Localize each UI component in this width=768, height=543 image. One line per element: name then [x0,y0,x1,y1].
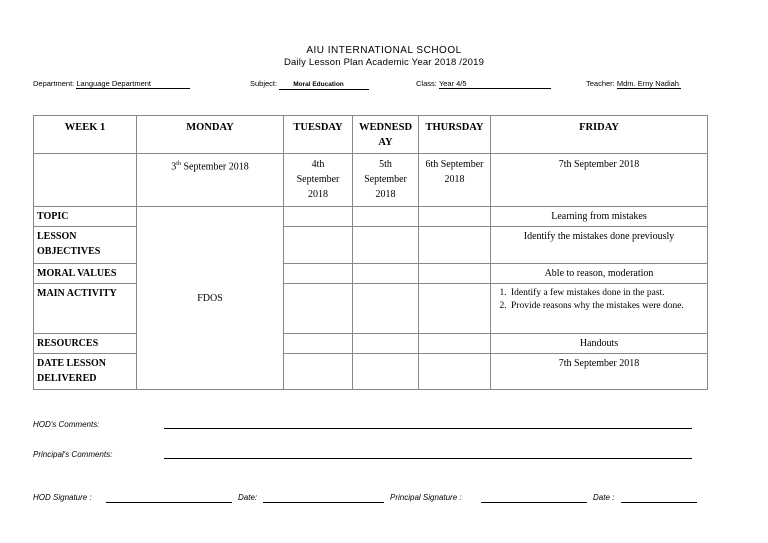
hod-signature-label: HOD Signature : [33,493,92,502]
moral-row [34,264,708,284]
class-value: Year 4/5 [439,79,551,89]
class-field [416,79,551,89]
principal-comments-line[interactable] [164,450,692,459]
resources-label: RESOURCES [34,334,137,354]
delivered-wednesday [353,354,419,390]
activity-label: MAIN ACTIVITY [34,284,137,334]
topic-tuesday [284,207,353,227]
moral-wednesday [353,264,419,284]
date-wednesday-l2: September [364,174,407,185]
header-wednesday-line2: AY [378,137,393,148]
topic-label: TOPIC [34,207,137,227]
header-week: WEEK 1 [34,116,137,154]
activity-item-2: 2. Provide reasons why the mistakes were done. [509,300,707,313]
department-label: Department: [33,79,75,88]
hod-comments-label: HOD's Comments: [33,420,100,429]
activity-thursday [419,284,491,334]
header-friday: FRIDAY [491,116,708,154]
objectives-label [34,227,137,264]
date-1-line[interactable] [263,493,384,503]
date-friday: 7th September 2018 [491,154,708,207]
topic-friday: Learning from mistakes [491,207,708,227]
header-tuesday: TUESDAY [284,116,353,154]
objectives-thursday [419,227,491,264]
date-thursday [419,154,491,207]
moral-thursday [419,264,491,284]
date-thursday-l1: 6th September [425,159,484,170]
date-2-label: Date : [593,493,615,502]
principal-signature-label: Principal Signature : [390,493,462,502]
date-monday-day: 3 [171,161,177,173]
activity-wednesday [353,284,419,334]
moral-label: MORAL VALUES [34,264,137,284]
subject-field [250,79,369,90]
date-row-label [34,154,137,207]
header-wednesday-line1: WEDNESD [358,122,413,133]
objectives-friday: Identify the mistakes done previously [491,227,708,264]
monday-fdos: FDOS [137,207,284,390]
resources-wednesday [353,334,419,354]
activity-friday [491,284,708,334]
delivered-label-l1: DATE LESSON [37,358,107,369]
topic-wednesday [353,207,419,227]
activity-tuesday [284,284,353,334]
header-thursday: THURSDAY [419,116,491,154]
delivered-thursday [419,354,491,390]
date-monday [137,154,284,207]
objectives-tuesday [284,227,353,264]
date-1-label: Date: [238,493,258,502]
objectives-label-l1: LESSON [37,231,77,242]
subject-label: Subject: [250,79,278,88]
teacher-value: Mdm. Erny Nadiah [616,79,679,88]
header-row [34,116,708,154]
topic-row [34,207,708,227]
teacher-label: Teacher: [586,79,615,88]
topic-thursday [419,207,491,227]
activity-list [491,287,707,313]
resources-tuesday [284,334,353,354]
delivered-label-l2: DELIVERED [37,373,97,384]
date-thursday-l2: 2018 [444,174,465,185]
activity-row [34,284,708,334]
date-tuesday-l1: 4th [311,159,325,170]
date-2-line[interactable] [621,493,697,503]
teacher-field [586,79,681,89]
resources-row [34,334,708,354]
objectives-wednesday [353,227,419,264]
date-wednesday-l3: 2018 [375,189,396,200]
moral-tuesday [284,264,353,284]
date-monday-sup: th [176,161,181,167]
plan-title: Daily Lesson Plan Academic Year 2018 /2019 [283,57,485,68]
department-field [33,79,190,89]
date-tuesday [284,154,353,207]
objectives-label-l2: OBJECTIVES [37,246,101,257]
principal-signature-line[interactable] [481,493,587,503]
date-wednesday-l1: 5th [379,159,392,170]
objectives-row [34,227,708,264]
hod-signature-line[interactable] [106,493,232,503]
activity-item-1: 1. Identify a few mistakes done in the past. [509,287,707,300]
subject-value: Moral Education [279,80,369,90]
hod-comments-line[interactable] [164,420,692,429]
school-name: AIU INTERNATIONAL SCHOOL [306,45,462,56]
lesson-plan-table [33,115,708,390]
class-label: Class: [416,79,437,88]
moral-friday: Able to reason, moderation [491,264,708,284]
delivered-label [34,354,137,390]
date-row [34,154,708,207]
principal-comments-label: Principal's Comments: [33,450,113,459]
delivered-row [34,354,708,390]
header-wednesday [353,116,419,154]
resources-thursday [419,334,491,354]
date-tuesday-l2: September [296,174,340,185]
header-monday: MONDAY [137,116,284,154]
date-wednesday [353,154,419,207]
delivered-tuesday [284,354,353,390]
resources-friday: Handouts [491,334,708,354]
date-tuesday-l3: 2018 [308,189,328,200]
date-monday-rest: September 2018 [180,161,249,173]
delivered-friday: 7th September 2018 [491,354,708,390]
department-value: Language Department [76,79,190,89]
